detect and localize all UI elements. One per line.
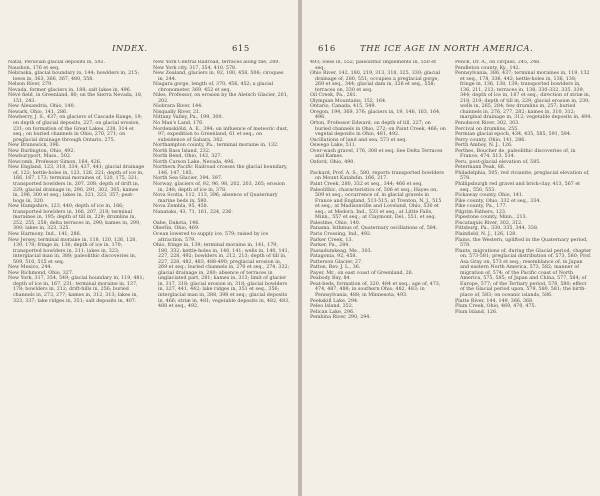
index-entry: New England, 123, 318, 334, 437, 441; glacial drainage of, 122; kettle-holes in, 123, 126, 221; depth of ice in, 166, 167, 173; terminal moraines of, 120, 175, 321; transported bowlders in, 207, 208; depth of drift in, 229; glacial drainage in, 290, 291, 302, 305; kames in, 296, 300 et seq.; lakes in, 321, 323, 357; peat-bogs in, 320. — [8, 165, 145, 204]
index-entry: Plum Creek, Ohio, 469, 470, 475. — [455, 304, 537, 310]
index-entry: New Mexico, 244. — [8, 265, 52, 271]
index-entry: Oxford, Ohio, 490. — [310, 159, 355, 165]
index-entry: No Man's Land, 176. — [153, 121, 204, 127]
index-entry: Oil Creek, Pa., 281. — [310, 93, 358, 99]
index-entry: Payer, Mr., on east coast of Greenland, 26. — [310, 270, 414, 276]
index-entry: Orton, Professor Edward, on depth of till, 227; on buried channels in Ohio, 272; on Paint Creek, 466; on vegetal deposits in Ohio, 481, 492. — [310, 121, 446, 138]
index-entry: Newark, Ohio, 141, 286. — [8, 109, 68, 115]
index-entry: Nisqually River, 21. — [153, 109, 201, 115]
index-entry: 493; loess in, 552; paleolithic implements in, 550 et seq. — [310, 60, 437, 71]
index-entry: Ocean lowered to supply ice, 579; raised by ice attraction, 579. — [153, 231, 269, 243]
index-entry: Nelson River, 279. — [8, 82, 53, 88]
index-entry: Oswego Lake, 511. — [310, 143, 357, 149]
index-entry: Penck, Dr. A., on cirques, 245, 248. — [455, 60, 541, 65]
index-entry: New York Central Railroad, terraces along the, 289. — [153, 60, 280, 65]
index-entry: Peru, post-glacial elevation of, 585. — [455, 159, 541, 165]
index-entry: Nevada, former glaciers in, 188; salt lakes in, 496. — [8, 87, 132, 93]
page-number: 616 — [318, 44, 336, 54]
index-entry: New York city, 317, 354, 410, 578. — [153, 65, 237, 71]
index-entry: Palestine, Ohio, 140. — [310, 220, 361, 226]
index-entry: Pickaway county, Ohio, 141. — [455, 193, 524, 199]
index-entry: Plants, migrations of, during the Glacial period, chapter on, 573-581; preglacial distribution of, 573, 580; Prof. Asa Gray on, 573 et seq.; resemblance of, in Japan and eastern North America, 573, 582; manner of migration of, 574; of the Pacific coast of North America, 575, 585; of Japan and China, 577, 584; of Europe, 577; of the Tertiary period, 578, 580; effect of the Glacial period upon, 579, 580, 581; the birth-place of, 583; on oceanic islands, 586. — [455, 248, 592, 298]
index-entry: New Brunswick, 396. — [8, 143, 61, 149]
index-entry: Over-wash gravel, 176, 308 et seq. See Delta Terraces and Kames. — [310, 148, 443, 160]
index-entry: Niagara gorge, length of, 370, 456, 452; a glacial chronometer, 369, 452 et seq. — [153, 82, 274, 93]
page-header-title: INDEX. — [112, 44, 148, 54]
index-entry: Pendleton county, Ky., 142. — [455, 65, 521, 71]
index-entry: Pelican Lake, 296. — [310, 309, 355, 315]
index-entry: Patterson Glacier, 27. — [310, 259, 363, 265]
index-entry: Pembina River, 290, 294. — [310, 315, 371, 321]
index-entry: Nunataks, 43, 71, 161, 224, 236. — [153, 209, 233, 215]
index-entry: Natal, Peruvian glacial deposits in, 592. — [8, 60, 106, 65]
index-entry: Passadumkeag, Me., 303. — [310, 248, 373, 254]
index-entry: Niobrara River, 144. — [153, 104, 203, 110]
index-entry: Panama, Isthmus of, Quaternary oscillations of, 584. — [310, 226, 438, 232]
index-entry: New Harmony, Ind., 141, 286. — [8, 231, 82, 237]
index-entry: North Bass Island, 232. — [153, 148, 211, 154]
index-entry: Paint Creek, 280, 332 et seq., 344; 466 et seq. — [310, 182, 423, 188]
index-entry: Paris Crossing, Ind., 492. — [310, 231, 372, 237]
index-columns — [310, 60, 592, 486]
index-entry: Platte River, 144, 149, 366, 368. — [455, 298, 534, 304]
index-entry: New Richmond, Ohio, 327. — [8, 270, 74, 276]
index-entry: Packard, Prof. A. S., 580, reports transported bowlders on Mount Katahdin, 166, 217. — [310, 170, 445, 182]
index-entry: Perry county, Ohio, 141, 286. — [455, 137, 526, 143]
index-entry: Olympian Mountains, 152, 164. — [310, 98, 387, 104]
index-column-1 — [310, 60, 447, 486]
index-entry: North Sea Glacier, 394, 397. — [153, 176, 223, 182]
index-entry: Patton, Rev. J. L., 36. — [310, 265, 361, 271]
index-entry: Ontario, Canada, 415, 549. — [310, 104, 376, 110]
index-entry: Patagonia, 92, 458. — [310, 254, 357, 260]
index-entry: Philadelphia, 505; red vivianite, preglacial elevation of, 578. — [455, 170, 590, 182]
index-entry: Peekskill Lake, 294. — [310, 298, 359, 304]
index-entry: Nova Zembla, 95, 458. — [153, 204, 209, 210]
index-entry: Peabody Bay, 84. — [310, 276, 352, 282]
index-entry: Pittsburg, Pa., 330, 335, 344, 338. — [455, 226, 539, 232]
index-entry: Pilgrim Fathers, 123. — [455, 209, 507, 215]
index-entry: Névé field, in Greenland, 80; on the Sierra Nevada, 18, 151, 243. — [8, 93, 143, 104]
index-entry: Norway, glaciers of, 92, 96, 98, 202, 203, 265; erosion in, 248; depth of ice in, 378. — [153, 182, 285, 193]
index-entry: Oberlin, Ohio, 469. — [153, 226, 200, 232]
index-entry: Nordenskiöld, A. E., 394; on influence of meteoric dust, 97; expedition to Greenland, 61 et seq.; on subsidence of Sahara, 382. — [153, 126, 289, 143]
left-page — [0, 0, 298, 496]
index-entry: Perthes, Boucher de, paleolithic discoveries of, in France, 474, 513, 514. — [455, 148, 576, 160]
index-entry: Nova Scotia, 112, 113, 396; absence of Quaternary marine beds in, 580. — [153, 193, 278, 204]
index-entry: New York, 317, 354, 549; glacial boundary in, 119, 481; depth of ice in, 167, 231; terminal moraine in, 137, 178; bowlders in, 212; drift-hills in, 256; buried channels in, 273, 277; kames in, 312, 313; lakes in, 323, 337; lake ridges in, 351; salt deposits in, 407. — [8, 276, 145, 304]
index-entry: Pipestone county, Minn., 213. — [455, 215, 528, 221]
index-entry: Ohio, fringe in, 139; terminal moraine in, 141, 179, 180, 332; kettle-holes in, 140, 141; wells in, 140, 141, 227, 228, 492; bowlders in, 212, 213; depth of till in, 227, 228, 482, 483, 488-490; preglacial erosion in, 269 et seq.; buried channels in, 270 et seq., 274, 332; glacial drainage in, 280; absence of terraces in unglaciated part, 281; kames in, 313; limit of glacier in, 317, 318; glacial erosion in, 318; glacial bowlders in, 327, 441, 442; lake ridges in, 351 et seq., 356; interglacial man in, 388, 398 et seq.; glacial deposits in, 466; striæ in, 481; vegetable deposits in, 482, 483, 488 et seq., 492, — [153, 243, 290, 310]
index-entry: Piscataquis River, 302, 312. — [455, 220, 523, 226]
index-entry: Newburyport, Mass., 502. — [8, 154, 72, 160]
index-entry: Ohio River, 142, 180, 219, 313, 318, 325, 330; glacial drainage of, 280, 551; occupies a preglacial gorge, 269 et seq., 344; glacial dam in, 326 et seq., 558; terraces on, 330 et seq. — [310, 71, 441, 93]
index-entry: Plum Island, 126. — [455, 309, 498, 315]
index-entry: Percival on drumlins, 255. — [455, 126, 519, 132]
index-entry: Paleolithic, characteristics of, 506 et seq.; Hayes on, 509 et seq.; occurrence of, in glacial gravels in France and England, 513-515; at Trenton, N. J., 515 et seq.; at Madisonville and Loveland, Ohio, 530 et seq.; at Medora, Ind., 533 et seq.; at Little Falls, Minn., 557 et seq.; at Claymont, Del., 551, et seq. — [310, 187, 442, 221]
index-entry: Parker Creek, 13. — [310, 237, 353, 243]
index-entry: Newcomb, Professor Simon, 164, 426. — [8, 159, 102, 165]
index-entry: Parker, Pa., 284. — [310, 243, 350, 249]
index-entry: New Burlington, Ohio, 492. — [8, 148, 75, 154]
right-page — [302, 0, 600, 496]
index-entry: Plains, the Western, uplifted in the Quaternary period, 578. — [455, 237, 588, 249]
index-entry: Penobscot River, 302, 303. — [455, 121, 520, 127]
index-entry: Naushon, 176 et seq. — [8, 65, 60, 71]
index-entry: Pike county, Pa., 177. — [455, 204, 507, 210]
index-entry: Pennsylvania, 386, 437; terminal moraines in, 119, 132 et seq., 178, 336, 442; kettle-holes in, 136, 138; fringe in, 136, 138, 139; transported bowlders in, 136, 211, 212; terraces in, 138, 330-332, 335, 339, 344; depth of ice in, 167 et seq.; direction of striæ in, 218, 219; depth of till in, 229; glacial erosion in, 230; wells in, 265, 284; few drumlins in, 257; buried channels in, 276, 277, 282; kames in, 310, 312; marginal drainage in, 312; vegetable deposits in, 494. — [455, 71, 592, 121]
index-entry: Oregon, 194, 369, 376; glaciers in, 19, 146, 163, 164, 496. — [310, 109, 441, 121]
index-entry: Nittany Valley, Pa., 199, 300. — [153, 115, 224, 121]
index-entry: Northampton county, Pa., terminal moraine in, 132. — [153, 143, 279, 149]
index-column-1 — [8, 60, 145, 486]
index-entry: New Hampshire, 123, 440; depth of ice in, 166; transported bowlders in, 166, 207, 218; terminal moraines in, 195; depth of till in, 229; drumlins in, 252, 255, 258; delta terraces in, 290; kames in, 299, 300; lakes in, 323, 325. — [8, 204, 141, 232]
index-entry: New Alexandria, Ohio, 140. — [8, 104, 76, 110]
index-entry: New Jersey, terminal moraine in, 118, 120, 126, 128, 130, 178; fringe in, 136; depth of ice in, 170; transported bowlders in, 211; lakes in, 323; interglacial man in, 388; paleolithic discoveries in, 509, 510, 515 et seq. — [8, 237, 137, 265]
index-column-2 — [455, 60, 592, 486]
index-entry: North Carson Lake, Nevada, 496. — [153, 159, 235, 165]
index-entry: Oscillations of land and sea, 573 et seq. — [310, 137, 407, 143]
index-entry: Peleo Island, 352. — [310, 304, 354, 310]
index-column-2 — [153, 60, 290, 486]
index-entry: Northern Pacific Railroad crosses the glacial boundary, 146, 147, 185. — [153, 165, 288, 176]
index-entry: New Zealand, glaciers in, 92, 100, 458, 506; ciroques in, 244. — [153, 71, 284, 82]
index-entry: Permian glacial epoch, 434, 435, 585, 591, 594. — [455, 132, 572, 138]
index-entry: Oahe, Dakota, 146. — [153, 220, 200, 226]
index-entry: Pike county, Ohio, 332 et seq., 334. — [455, 198, 541, 204]
index-entry: Newberry, J. S., 437; on glaciers of Cascade Range, 19; on depth of glacial deposits, 227; on glacial erosion, 231; on formation of the Great Lakes, 238, 314 et seq.; on buried channels in Ohio, 270, 271; on preglacial drainage through Ontario, 275. — [8, 115, 143, 143]
index-entry: Niles, Professor, on erosion by the Aletsch Glacier, 201, 202. — [153, 93, 289, 104]
index-entry: Petermann Peak, 86. — [455, 165, 506, 171]
index-columns — [8, 60, 290, 486]
page-number: 615 — [232, 44, 250, 54]
index-entry: Plainfield, N. J., 126, 128. — [455, 231, 517, 237]
index-entry: North Bend, Ohio, 142, 327. — [153, 154, 222, 160]
index-entry: Peat-beds, formation of, 320, 484 et seq.; age of, 473, 474, 487, 488; in southern Ohio, 482, 483; in Pennsylvania, 488; in Minnesota, 493. — [310, 281, 441, 298]
index-entry: Nebraska, glacial boundary in, 144; bowlders in, 215; loess in, 363, 366, 367, 480, 558. — [8, 71, 139, 82]
page-header-title: THE ICE AGE IN NORTH AMERICA. — [360, 44, 534, 54]
index-entry: Phillipsburgh red gravel and brick-clay, 413, 567 et seq., 550, 553. — [455, 182, 581, 193]
index-entry: Perth Amboy, N. J., 126. — [455, 143, 513, 149]
